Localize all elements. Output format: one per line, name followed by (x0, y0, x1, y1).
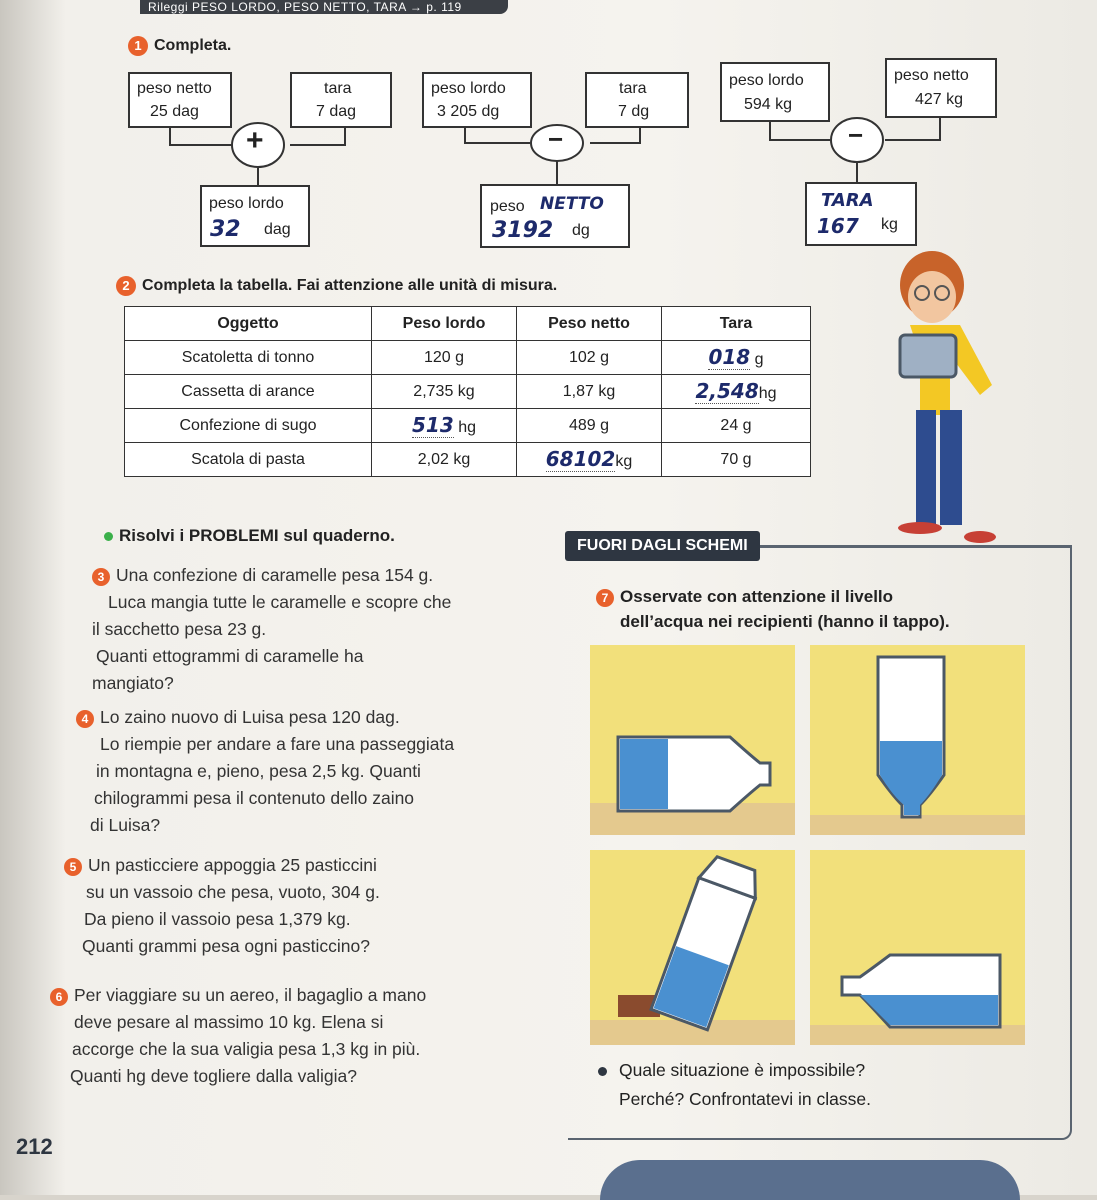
ex7-question (598, 1056, 871, 1114)
water-containers-illustration (590, 645, 1030, 1045)
ex1c-tara-box (805, 182, 917, 246)
unit: hg (458, 419, 476, 436)
cell-netto (517, 443, 662, 477)
cell-tara (662, 341, 811, 375)
cell-tara: 70 g (662, 443, 811, 477)
cell-lordo: 120 g (372, 341, 517, 375)
table-row (125, 341, 811, 375)
header-tara: Tara (662, 307, 811, 341)
handwritten-answer: 32 (210, 217, 241, 242)
line: mangiato? (92, 673, 174, 693)
header-peso-netto: Peso netto (517, 307, 662, 341)
ex7-number: 7 (596, 589, 614, 607)
value: 594 kg (744, 96, 793, 113)
problem-4-number: 4 (76, 710, 94, 728)
line: chilogrammi pesa il contenuto dello zaino (94, 788, 415, 808)
label: peso netto (137, 80, 212, 97)
value: 7 dg (618, 103, 650, 120)
unit: g (754, 351, 764, 368)
problem-5 (64, 852, 380, 960)
cell-lordo: 2,735 kg (372, 375, 517, 409)
line: Lo riempie per andare a fare una passeggiata (100, 734, 455, 754)
fuori-dagli-schemi-tag: FUORI DAGLI SCHEMI (565, 531, 760, 561)
handwritten-label: TARA (821, 190, 874, 211)
line: Luca mangia tutte le caramelle e scopre che (108, 592, 452, 612)
cell-tara: 24 g (662, 409, 811, 443)
line: Lo zaino nuovo di Luisa pesa 120 dag. (100, 707, 400, 727)
header-peso-lordo: Peso lordo (372, 307, 517, 341)
jeans-fabric-edge (600, 1160, 1020, 1200)
handwritten-answer: 3192 (492, 218, 554, 243)
cell-lordo: 2,02 kg (372, 443, 517, 477)
line: Una confezione di caramelle pesa 154 g. (116, 565, 434, 585)
problems-intro (104, 526, 395, 546)
problem-3 (92, 562, 451, 697)
ex1b-operator: − (548, 124, 564, 154)
cell-netto: 102 g (517, 341, 662, 375)
cell-oggetto: Scatoletta di tonno (125, 341, 372, 375)
cell-netto: 489 g (517, 409, 662, 443)
unit: dag (264, 221, 291, 238)
handwritten-answer: 167 (817, 214, 859, 238)
label: peso lordo (209, 195, 284, 212)
ex1-number: 1 (128, 36, 148, 56)
cell-tara (662, 375, 811, 409)
label: tara (619, 80, 647, 97)
line: Quanti grammi pesa ogni pasticcino? (82, 936, 370, 956)
ex1c-peso-netto-box (885, 58, 997, 118)
ex2-title: Completa la tabella. Fai attenzione alle unità di misura. (142, 277, 558, 294)
label: peso lordo (431, 80, 506, 97)
table-header-row (125, 307, 811, 341)
unit: dg (572, 222, 590, 239)
handwritten-answer: 513 (412, 413, 454, 437)
label: tara (324, 80, 352, 97)
unit: hg (758, 385, 777, 402)
reference-banner: Rileggi PESO LORDO, PESO NETTO, TARA → p. 119 (140, 0, 508, 14)
cell-oggetto: Cassetta di arance (125, 375, 372, 409)
cell-netto: 1,87 kg (517, 375, 662, 409)
page-number: 212 (16, 1134, 53, 1159)
ex1a-tara-box (290, 72, 392, 128)
header-oggetto: Oggetto (125, 307, 372, 341)
boy-with-tablet-illustration (880, 245, 1010, 545)
line: Da pieno il vassoio pesa 1,379 kg. (84, 909, 351, 929)
ex1b-tara-box (585, 72, 689, 128)
value: 3 205 dg (437, 103, 500, 120)
label: peso (490, 198, 525, 215)
ex1c-operator: − (848, 120, 864, 150)
weights-table (124, 306, 811, 477)
ex7-title (596, 584, 950, 634)
handwritten-answer: 68102 (545, 447, 616, 471)
value: 427 kg (915, 91, 964, 108)
ex1b-peso-lordo-box (422, 72, 532, 128)
handwritten-label: NETTO (540, 194, 604, 214)
line: in montagna e, pieno, pesa 2,5 kg. Quanti (96, 761, 421, 781)
problem-3-number: 3 (92, 568, 110, 586)
table-row (125, 409, 811, 443)
line: di Luisa? (90, 815, 161, 835)
line: Perché? Confrontatevi in classe. (619, 1089, 871, 1109)
line: Quanti ettogrammi di caramelle ha (96, 646, 364, 666)
label: peso netto (894, 67, 969, 84)
ex1-title: Completa. (154, 37, 232, 54)
line: deve pesare al massimo 10 kg. Elena si (74, 1012, 384, 1032)
problem-4 (76, 704, 454, 839)
ex1a-operator: + (246, 124, 264, 157)
bullet-icon (598, 1067, 607, 1076)
unit: kg (615, 453, 633, 470)
problem-6 (50, 982, 426, 1090)
line: il sacchetto pesa 23 g. (92, 619, 267, 639)
problems-intro-text: Risolvi i PROBLEMI sul quaderno. (119, 526, 395, 545)
ex1a-peso-lordo-box (200, 185, 310, 247)
unit: kg (881, 216, 898, 233)
line: Quanti hg deve togliere dalla valigia? (70, 1066, 357, 1086)
handwritten-answer: 018 (708, 345, 751, 369)
ex2-number: 2 (116, 276, 136, 296)
cell-oggetto: Confezione di sugo (125, 409, 372, 443)
ex1b-peso-netto-box (480, 184, 630, 248)
line: Osservate con attenzione il livello (620, 587, 894, 606)
table-row (125, 375, 811, 409)
line: su un vassoio che pesa, vuoto, 304 g. (86, 882, 380, 902)
ex1a-peso-netto-box (128, 72, 232, 128)
line: dell’acqua nei recipienti (hanno il tappo). (620, 612, 950, 631)
handwritten-answer: 2,548 (695, 379, 759, 403)
cell-oggetto: Scatola di pasta (125, 443, 372, 477)
line: Un pasticciere appoggia 25 pasticcini (88, 855, 377, 875)
label: peso lordo (729, 72, 804, 89)
cell-lordo (372, 409, 517, 443)
ex2-heading (116, 276, 557, 296)
value: 7 dag (316, 103, 357, 120)
bullet-icon (104, 532, 113, 541)
problem-5-number: 5 (64, 858, 82, 876)
table-row (125, 443, 811, 477)
line: Per viaggiare su un aereo, il bagaglio a mano (74, 985, 427, 1005)
value: 25 dag (150, 103, 199, 120)
line: accorge che la sua valigia pesa 1,3 kg in più. (72, 1039, 421, 1059)
problem-6-number: 6 (50, 988, 68, 1006)
ex1c-peso-lordo-box (720, 62, 830, 122)
line: Quale situazione è impossibile? (619, 1060, 866, 1080)
